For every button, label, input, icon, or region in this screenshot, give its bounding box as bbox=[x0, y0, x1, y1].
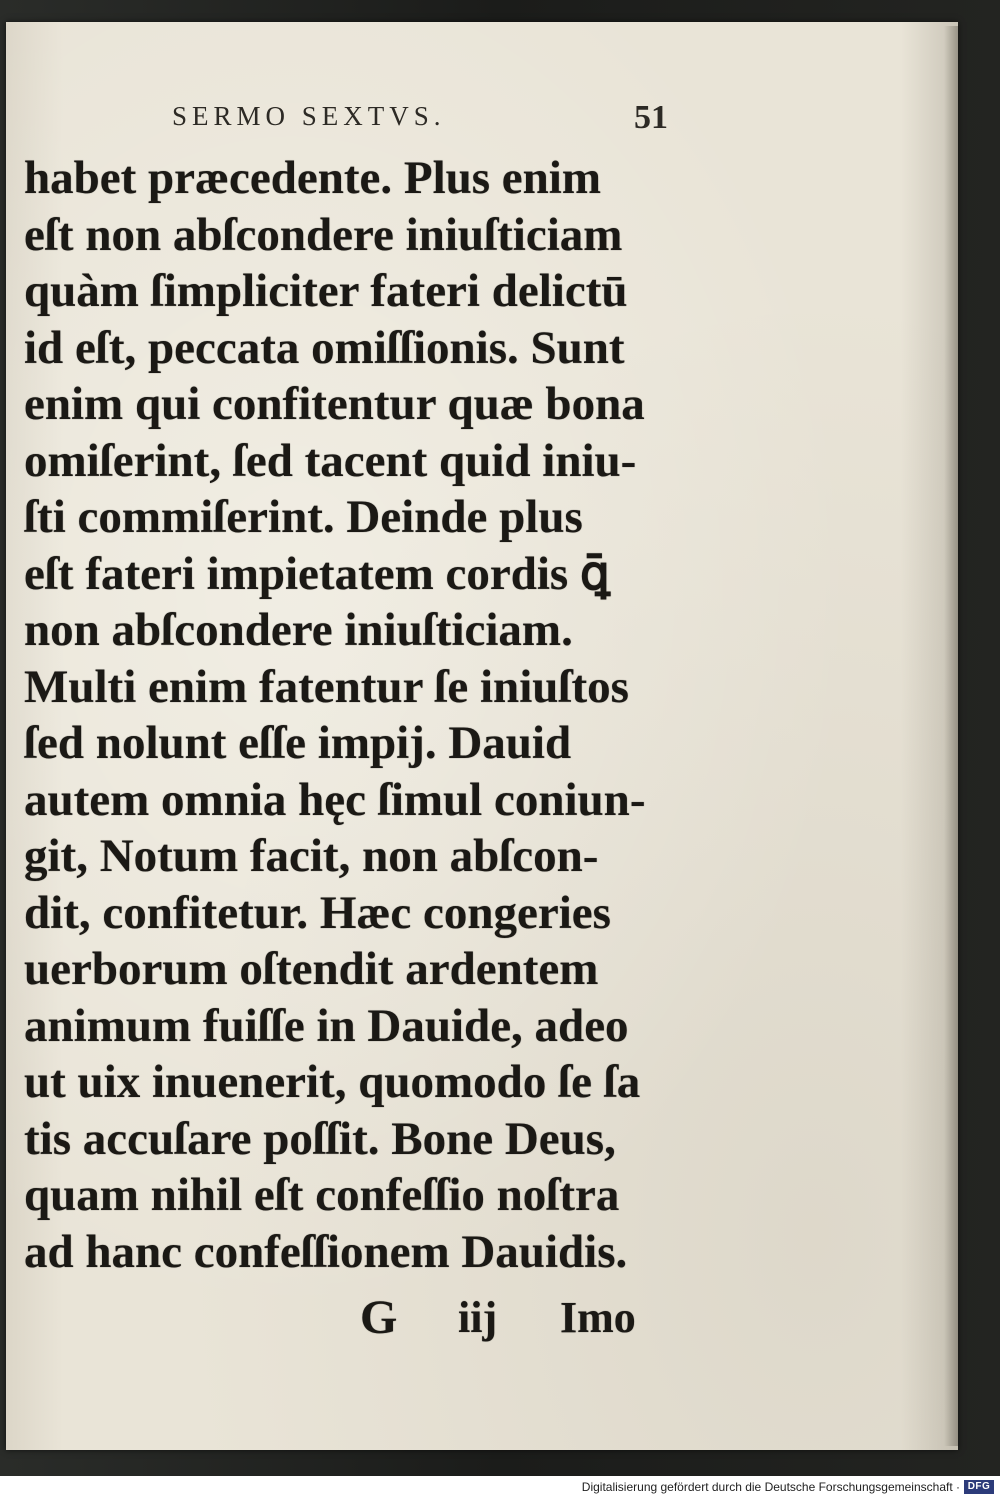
text-line: dit, confitetur. Hæc congeries bbox=[24, 886, 611, 939]
text-line: ut uix inuenerit, quomodo ſe ſa bbox=[24, 1056, 641, 1108]
text-line: non abſcondere iniuſticiam. bbox=[24, 604, 573, 656]
text-line: eſt fateri impietatem cordis ꝗ̄ bbox=[24, 547, 610, 600]
text-line: enim qui confitentur quæ bona bbox=[24, 378, 645, 430]
signature-mark-number: iij bbox=[458, 1293, 498, 1342]
text-line: autem omnia hęc ſimul coniun- bbox=[24, 773, 646, 826]
text-line: uerborum oſtendit ardentem bbox=[24, 943, 599, 995]
text-line: ad hanc confeſſionem Dauidis. bbox=[24, 1225, 628, 1278]
dfg-logo: DFG bbox=[964, 1480, 994, 1494]
text-line: tis accuſare poſſit. Bone Deus, bbox=[24, 1112, 616, 1165]
catchword: Imo bbox=[560, 1293, 636, 1342]
funding-credit: Digitalisierung gefördert durch die Deutsche Forschungsgemeinschaft · bbox=[581, 1480, 960, 1494]
page-edge-shadow bbox=[944, 26, 958, 1446]
folio-number: 51 bbox=[634, 99, 668, 136]
text-line: id eſt, peccata omiſſionis. Sunt bbox=[24, 321, 625, 374]
text-line: Multi enim fatentur ſe iniuſtos bbox=[24, 660, 629, 713]
text-line: git, Notum facit, non abſcon- bbox=[24, 830, 599, 882]
signature-mark-letter: G bbox=[360, 1291, 398, 1344]
text-line: eſt non abſcondere iniuſticiam bbox=[24, 208, 623, 261]
text-line: omiſerint, ſed tacent quid iniu- bbox=[24, 434, 637, 487]
text-line: habet præcedente. Plus enim bbox=[24, 152, 602, 204]
running-title: SERMO SEXTVS. bbox=[172, 101, 446, 131]
running-head bbox=[172, 98, 672, 138]
text-line: animum fuiſſe in Dauide, adeo bbox=[24, 999, 629, 1052]
body-text bbox=[24, 150, 674, 1280]
text-line: quàm ſimpliciter fateri delictū bbox=[24, 265, 628, 317]
text-line: ſed nolunt eſſe impij. Dauid bbox=[24, 717, 572, 769]
footer-bar bbox=[0, 1476, 1000, 1499]
text-line: ſti commiſerint. Deinde plus bbox=[24, 491, 583, 543]
text-line: quam nihil eſt confeſſio noſtra bbox=[24, 1169, 620, 1221]
signature-line bbox=[360, 1290, 660, 1346]
